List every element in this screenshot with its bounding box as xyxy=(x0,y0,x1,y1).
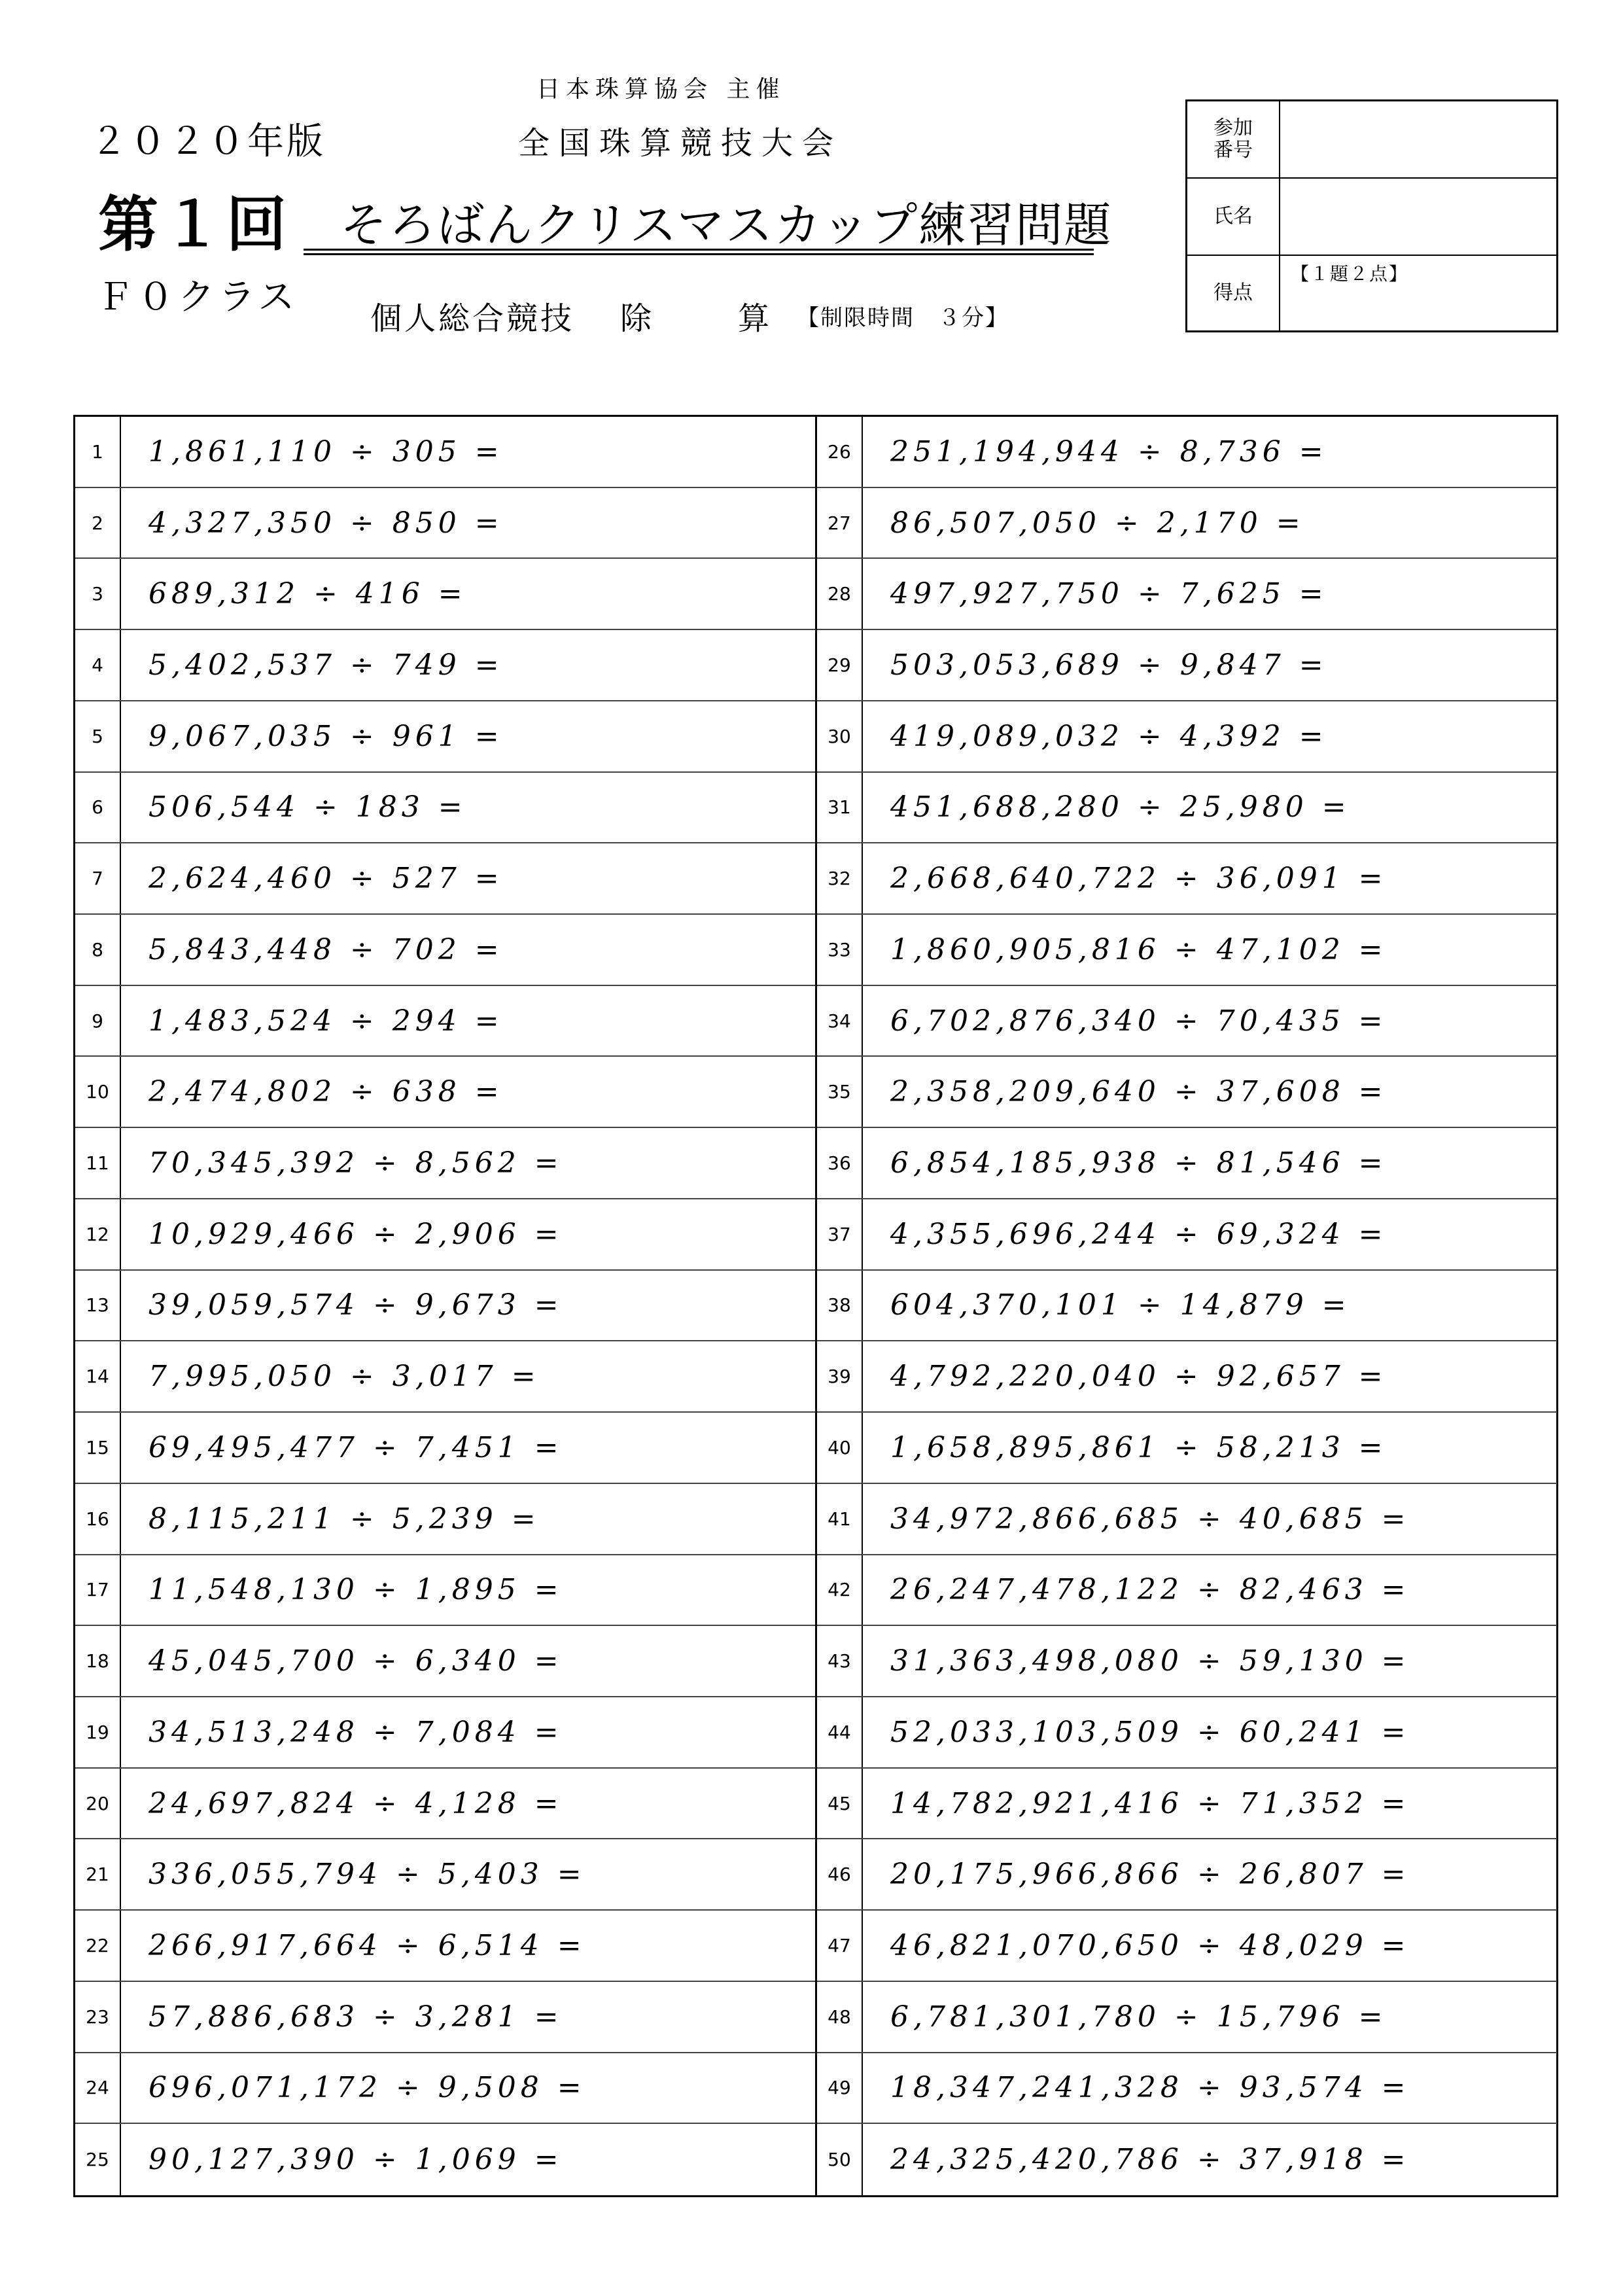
problem-number: 16 xyxy=(75,1484,121,1554)
problem-expression: 34,513,248 ÷ 7,084 = xyxy=(148,1715,563,1749)
title-double-underline xyxy=(304,249,1094,255)
problem-row xyxy=(75,1057,815,1128)
problem-number: 30 xyxy=(817,701,863,771)
problem-expression: 336,055,794 ÷ 5,403 = xyxy=(148,1858,586,1892)
problem-expression: 419,089,032 ÷ 4,392 = xyxy=(890,719,1328,753)
problem-expression: 2,668,640,722 ÷ 36,091 = xyxy=(890,862,1387,896)
problem-expression: 506,544 ÷ 183 = xyxy=(148,790,467,824)
problem-row xyxy=(817,1271,1557,1342)
problem-number: 2 xyxy=(75,488,121,558)
problem-row xyxy=(817,559,1557,630)
time-limit: 【制限時間 ３分】 xyxy=(797,305,1009,331)
problem-expression: 696,071,172 ÷ 9,508 = xyxy=(148,2071,586,2105)
organizer-line: 日本珠算協会 主催 xyxy=(536,76,786,103)
problem-row xyxy=(75,1911,815,1982)
problem-row xyxy=(817,1626,1557,1697)
problem-number: 43 xyxy=(817,1626,863,1696)
score-field[interactable] xyxy=(1280,256,1556,330)
problem-row xyxy=(75,773,815,844)
problem-row xyxy=(75,1982,815,2053)
participant-number-label xyxy=(1187,101,1280,177)
problem-expression: 6,702,876,340 ÷ 70,435 = xyxy=(890,1004,1387,1038)
problem-row xyxy=(75,1839,815,1911)
problem-number: 13 xyxy=(75,1271,121,1341)
problem-number: 46 xyxy=(817,1839,863,1909)
problem-number: 31 xyxy=(817,773,863,843)
problem-expression: 604,370,101 ÷ 14,879 = xyxy=(890,1288,1351,1322)
problem-number: 27 xyxy=(817,488,863,558)
problem-row xyxy=(75,1697,815,1769)
problem-number: 33 xyxy=(817,915,863,985)
problem-expression: 251,194,944 ÷ 8,736 = xyxy=(890,434,1328,468)
name-row xyxy=(1187,179,1556,256)
problem-row xyxy=(75,701,815,773)
problem-expression: 86,507,050 ÷ 2,170 = xyxy=(890,506,1305,540)
score-label: 得点 xyxy=(1187,256,1280,330)
problem-expression: 2,624,460 ÷ 527 = xyxy=(148,862,504,896)
problem-number: 9 xyxy=(75,986,121,1056)
problem-expression: 8,115,211 ÷ 5,239 = xyxy=(148,1502,540,1536)
problem-row xyxy=(75,915,815,986)
score-note: 【１題２点】 xyxy=(1291,263,1409,285)
problem-row xyxy=(75,2053,815,2125)
problem-number: 35 xyxy=(817,1057,863,1127)
problem-expression: 497,927,750 ÷ 7,625 = xyxy=(890,577,1328,611)
problem-number: 11 xyxy=(75,1128,121,1198)
problem-number: 25 xyxy=(75,2124,121,2195)
score-row xyxy=(1187,256,1556,330)
problem-number: 15 xyxy=(75,1413,121,1483)
problem-row xyxy=(75,1484,815,1555)
problem-number: 19 xyxy=(75,1697,121,1767)
problem-row xyxy=(817,986,1557,1057)
problem-number: 45 xyxy=(817,1769,863,1839)
problem-number: 42 xyxy=(817,1555,863,1625)
problem-number: 14 xyxy=(75,1341,121,1411)
problem-number: 23 xyxy=(75,1982,121,2052)
problem-row xyxy=(817,2124,1557,2195)
problem-expression: 451,688,280 ÷ 25,980 = xyxy=(890,790,1351,824)
problem-expression: 2,474,802 ÷ 638 = xyxy=(148,1075,504,1109)
problem-number: 32 xyxy=(817,843,863,913)
problem-row xyxy=(75,630,815,701)
problem-expression: 6,781,301,780 ÷ 15,796 = xyxy=(890,2000,1387,2034)
problem-number: 28 xyxy=(817,559,863,629)
problem-expression: 26,247,478,122 ÷ 82,463 = xyxy=(890,1573,1410,1607)
problem-row xyxy=(75,1555,815,1627)
problem-row xyxy=(817,488,1557,559)
problem-expression: 18,347,241,328 ÷ 93,574 = xyxy=(890,2071,1410,2105)
problem-row xyxy=(817,1555,1557,1627)
problem-row xyxy=(817,1199,1557,1271)
problem-expression: 34,972,866,685 ÷ 40,685 = xyxy=(890,1502,1410,1536)
problem-expression: 24,697,824 ÷ 4,128 = xyxy=(148,1786,563,1820)
problem-row xyxy=(75,843,815,915)
problem-row xyxy=(817,1839,1557,1911)
problem-number: 34 xyxy=(817,986,863,1056)
problem-row xyxy=(75,2124,815,2195)
problem-expression: 11,548,130 ÷ 1,895 = xyxy=(148,1573,563,1607)
operation-label: 除算 xyxy=(620,300,856,337)
problem-number: 38 xyxy=(817,1271,863,1341)
problem-expression: 69,495,477 ÷ 7,451 = xyxy=(148,1430,563,1464)
problem-expression: 52,033,103,509 ÷ 60,241 = xyxy=(890,1715,1410,1749)
problem-number: 41 xyxy=(817,1484,863,1554)
problem-number: 20 xyxy=(75,1769,121,1839)
problem-row xyxy=(817,1128,1557,1199)
problem-column-right xyxy=(817,417,1557,2195)
problem-number: 40 xyxy=(817,1413,863,1483)
problem-row xyxy=(75,1626,815,1697)
problem-row xyxy=(75,1413,815,1484)
problem-number: 39 xyxy=(817,1341,863,1411)
problem-expression: 2,358,209,640 ÷ 37,608 = xyxy=(890,1075,1387,1109)
problem-number: 48 xyxy=(817,1982,863,2052)
problem-row xyxy=(75,986,815,1057)
problem-number: 17 xyxy=(75,1555,121,1625)
problem-row xyxy=(817,915,1557,986)
problem-number: 24 xyxy=(75,2053,121,2123)
problem-expression: 9,067,035 ÷ 961 = xyxy=(148,719,504,753)
problem-number: 26 xyxy=(817,417,863,487)
problem-row xyxy=(817,773,1557,844)
problem-number: 49 xyxy=(817,2053,863,2123)
participant-number-row xyxy=(1187,101,1556,179)
page-title: そろばんクリスマスカップ練習問題 xyxy=(340,198,1113,253)
problem-number: 5 xyxy=(75,701,121,771)
problem-expression: 20,175,966,866 ÷ 26,807 = xyxy=(890,1858,1410,1892)
problem-row xyxy=(75,1769,815,1840)
problem-number: 10 xyxy=(75,1057,121,1127)
event-label: 個人総合競技 xyxy=(370,300,575,337)
problem-expression: 1,860,905,816 ÷ 47,102 = xyxy=(890,932,1387,966)
name-label: 氏名 xyxy=(1187,179,1280,255)
round-number: 第１回 xyxy=(98,190,291,260)
participant-number-field[interactable] xyxy=(1280,101,1556,177)
problem-expression: 45,045,700 ÷ 6,340 = xyxy=(148,1644,563,1678)
problem-expression: 4,327,350 ÷ 850 = xyxy=(148,506,504,540)
problem-row xyxy=(817,843,1557,915)
problem-number: 36 xyxy=(817,1128,863,1198)
problem-row xyxy=(75,1199,815,1271)
problem-expression: 503,053,689 ÷ 9,847 = xyxy=(890,648,1328,682)
problem-number: 12 xyxy=(75,1199,121,1269)
problem-row xyxy=(75,1128,815,1199)
problem-expression: 266,917,664 ÷ 6,514 = xyxy=(148,1928,586,1962)
problem-number: 22 xyxy=(75,1911,121,1981)
problem-expression: 31,363,498,080 ÷ 59,130 = xyxy=(890,1644,1410,1678)
class-label: Ｆ０クラス xyxy=(97,276,299,319)
problem-number: 47 xyxy=(817,1911,863,1981)
problem-expression: 4,355,696,244 ÷ 69,324 = xyxy=(890,1217,1387,1251)
problem-number: 29 xyxy=(817,630,863,700)
problem-expression: 70,345,392 ÷ 8,562 = xyxy=(148,1146,563,1180)
problem-expression: 1,861,110 ÷ 305 = xyxy=(148,434,504,468)
participant-number-label-line1: 参加 xyxy=(1213,116,1253,139)
problem-row xyxy=(817,417,1557,488)
problem-row xyxy=(817,630,1557,701)
participant-number-label-line2: 番号 xyxy=(1213,139,1253,162)
problem-row xyxy=(817,1911,1557,1982)
problem-row xyxy=(75,559,815,630)
problem-expression: 1,483,524 ÷ 294 = xyxy=(148,1004,504,1038)
problem-expression: 689,312 ÷ 416 = xyxy=(148,577,467,611)
problem-number: 1 xyxy=(75,417,121,487)
problem-expression: 14,782,921,416 ÷ 71,352 = xyxy=(890,1786,1410,1820)
problem-expression: 7,995,050 ÷ 3,017 = xyxy=(148,1360,540,1394)
problem-row xyxy=(817,701,1557,773)
problem-number: 37 xyxy=(817,1199,863,1269)
edition-year: ２０２０年版 xyxy=(90,120,326,163)
problem-number: 21 xyxy=(75,1839,121,1909)
entry-box xyxy=(1185,99,1558,332)
problem-row xyxy=(75,1341,815,1413)
problem-expression: 57,886,683 ÷ 3,281 = xyxy=(148,2000,563,2034)
problem-expression: 5,843,448 ÷ 702 = xyxy=(148,932,504,966)
problem-row xyxy=(75,1271,815,1342)
problem-expression: 24,325,420,786 ÷ 37,918 = xyxy=(890,2143,1410,2177)
problem-expression: 1,658,895,861 ÷ 58,213 = xyxy=(890,1430,1387,1464)
problem-row xyxy=(75,488,815,559)
tournament-name: 全国珠算競技大会 xyxy=(518,125,843,162)
problem-row xyxy=(817,1057,1557,1128)
problem-number: 6 xyxy=(75,773,121,843)
problem-expression: 5,402,537 ÷ 749 = xyxy=(148,648,504,682)
problem-expression: 39,059,574 ÷ 9,673 = xyxy=(148,1288,563,1322)
problem-expression: 4,792,220,040 ÷ 92,657 = xyxy=(890,1360,1387,1394)
problem-row xyxy=(817,1697,1557,1769)
problem-row xyxy=(817,2053,1557,2125)
problem-number: 18 xyxy=(75,1626,121,1696)
problem-row xyxy=(817,1413,1557,1484)
problem-expression: 90,127,390 ÷ 1,069 = xyxy=(148,2143,563,2177)
name-field[interactable] xyxy=(1280,179,1556,255)
problem-row xyxy=(817,1769,1557,1840)
problem-number: 4 xyxy=(75,630,121,700)
problem-row xyxy=(817,1484,1557,1555)
problem-column-left xyxy=(75,417,815,2195)
problem-expression: 6,854,185,938 ÷ 81,546 = xyxy=(890,1146,1387,1180)
problem-number: 8 xyxy=(75,915,121,985)
problem-row xyxy=(75,417,815,488)
problem-number: 7 xyxy=(75,843,121,913)
problem-number: 50 xyxy=(817,2124,863,2195)
problem-expression: 46,821,070,650 ÷ 48,029 = xyxy=(890,1928,1410,1962)
problem-expression: 10,929,466 ÷ 2,906 = xyxy=(148,1217,563,1251)
problem-number: 44 xyxy=(817,1697,863,1767)
problem-table xyxy=(73,415,1558,2197)
problem-row xyxy=(817,1341,1557,1413)
problem-number: 3 xyxy=(75,559,121,629)
problem-row xyxy=(817,1982,1557,2053)
